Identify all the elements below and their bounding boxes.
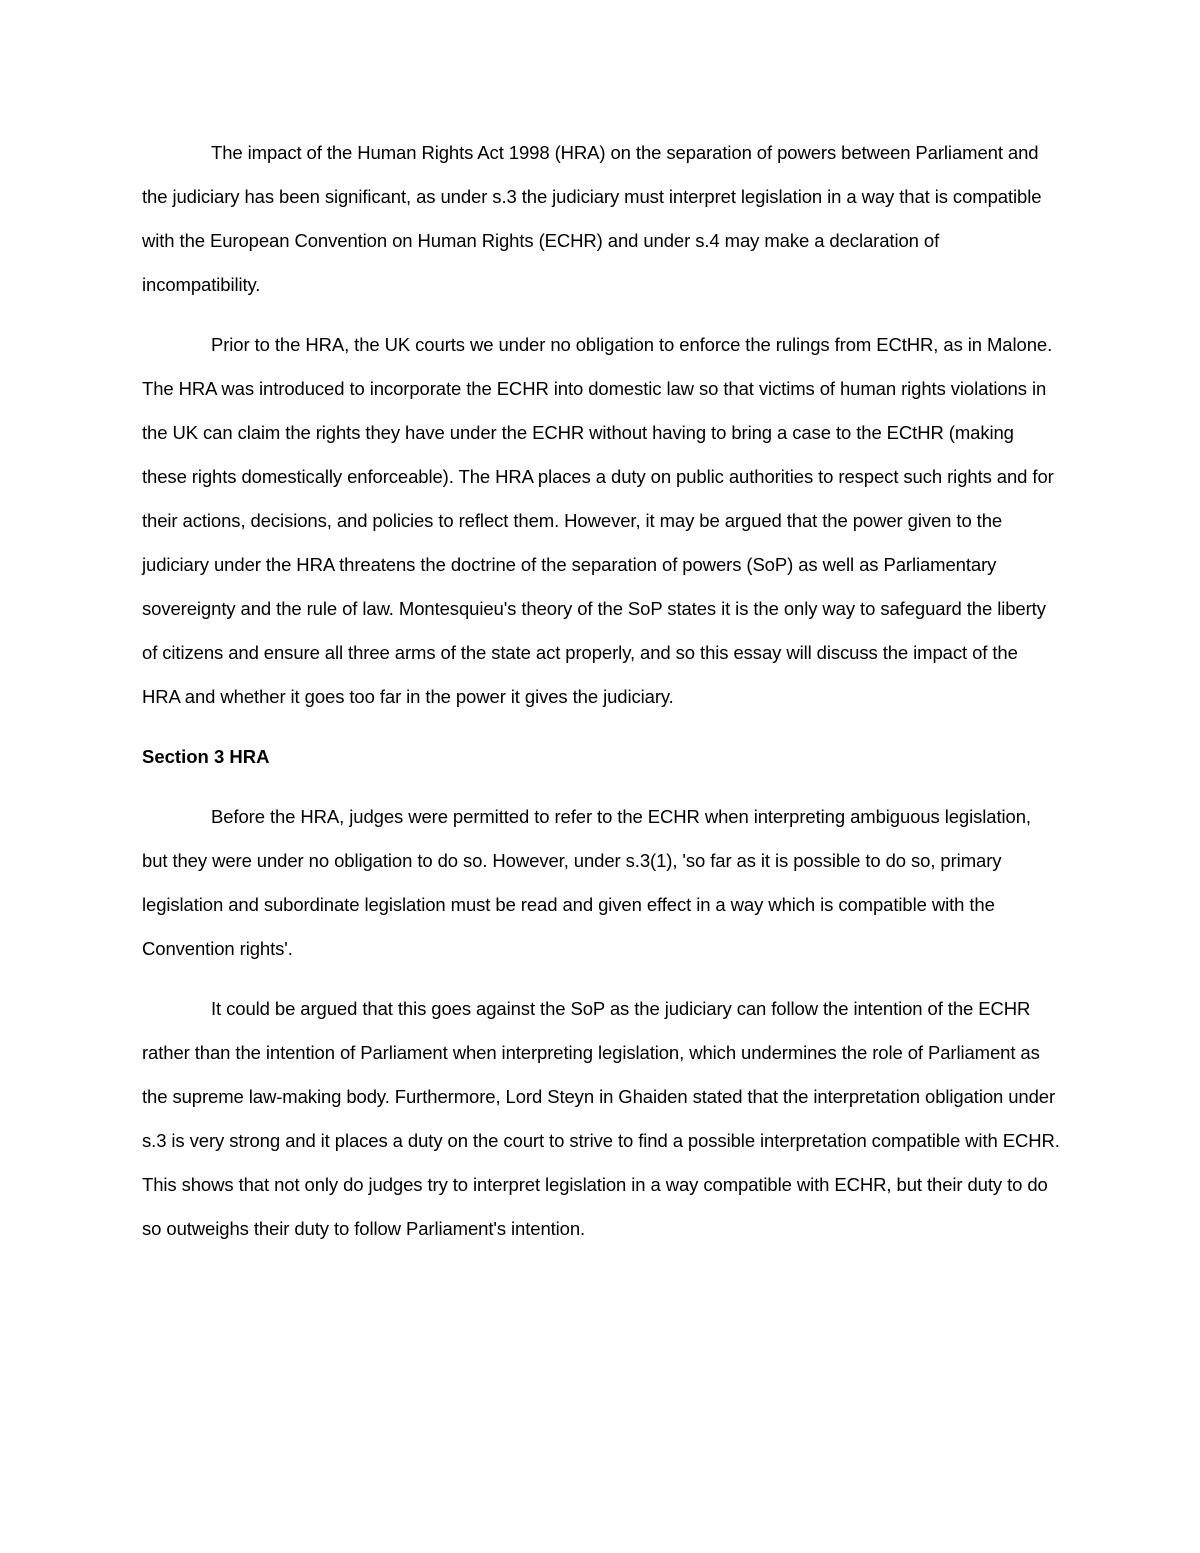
paragraph-background: Prior to the HRA, the UK courts we under no obligation to enforce the rulings from ECtHR, as in Malone. The HRA was introduced to incorporate the ECHR into domestic law so that victims of human rights violations in the UK can claim the rights they have under the ECHR without having to bring a case to the ECtHR (making these rights domestically enforceable). The HRA places a duty on public authorities to respect such rights and for their actions, decisions, and policies to reflect them. However, it may be argued that the power given to the judiciary under the HRA threatens the doctrine of the separation of powers (SoP) as well as Parliamentary sovereignty and the rule of law. Montesquieu's theory of the SoP states it is the only way to safeguard the liberty of citizens and ensure all three arms of the state act properly, and so this essay will discuss the impact of the HRA and whether it goes too far in the power it gives the judiciary. xyxy=(142,334,1054,707)
section-heading: Section 3 HRA xyxy=(142,746,270,767)
document-body xyxy=(142,131,1060,1251)
paragraph-section-3-rule: Before the HRA, judges were permitted to refer to the ECHR when interpreting ambiguous legislation, but they were under no obligation to do so. However, under s.3(1), 'so far as it is possible to do so, primary legislation and subordinate legislation must be read and given effect in a way which is compatible with the Convention rights'. xyxy=(142,806,1031,959)
paragraph-section-3-analysis: It could be argued that this goes against the SoP as the judiciary can follow the intention of the ECHR rather than the intention of Parliament when interpreting legislation, which undermines the role of Parliament as the supreme law-making body. Furthermore, Lord Steyn in Ghaiden stated that the interpretation obligation under s.3 is very strong and it places a duty on the court to strive to find a possible interpretation compatible with ECHR. This shows that not only do judges try to interpret legislation in a way compatible with ECHR, but their duty to do so outweighs their duty to follow Parliament's intention. xyxy=(142,998,1060,1239)
paragraph-introduction: The impact of the Human Rights Act 1998 (HRA) on the separation of powers between Parliament and the judiciary has been significant, as under s.3 the judiciary must interpret legislation in a way that is compatible with the European Convention on Human Rights (ECHR) and under s.4 may make a declaration of incompatibility. xyxy=(142,142,1042,295)
